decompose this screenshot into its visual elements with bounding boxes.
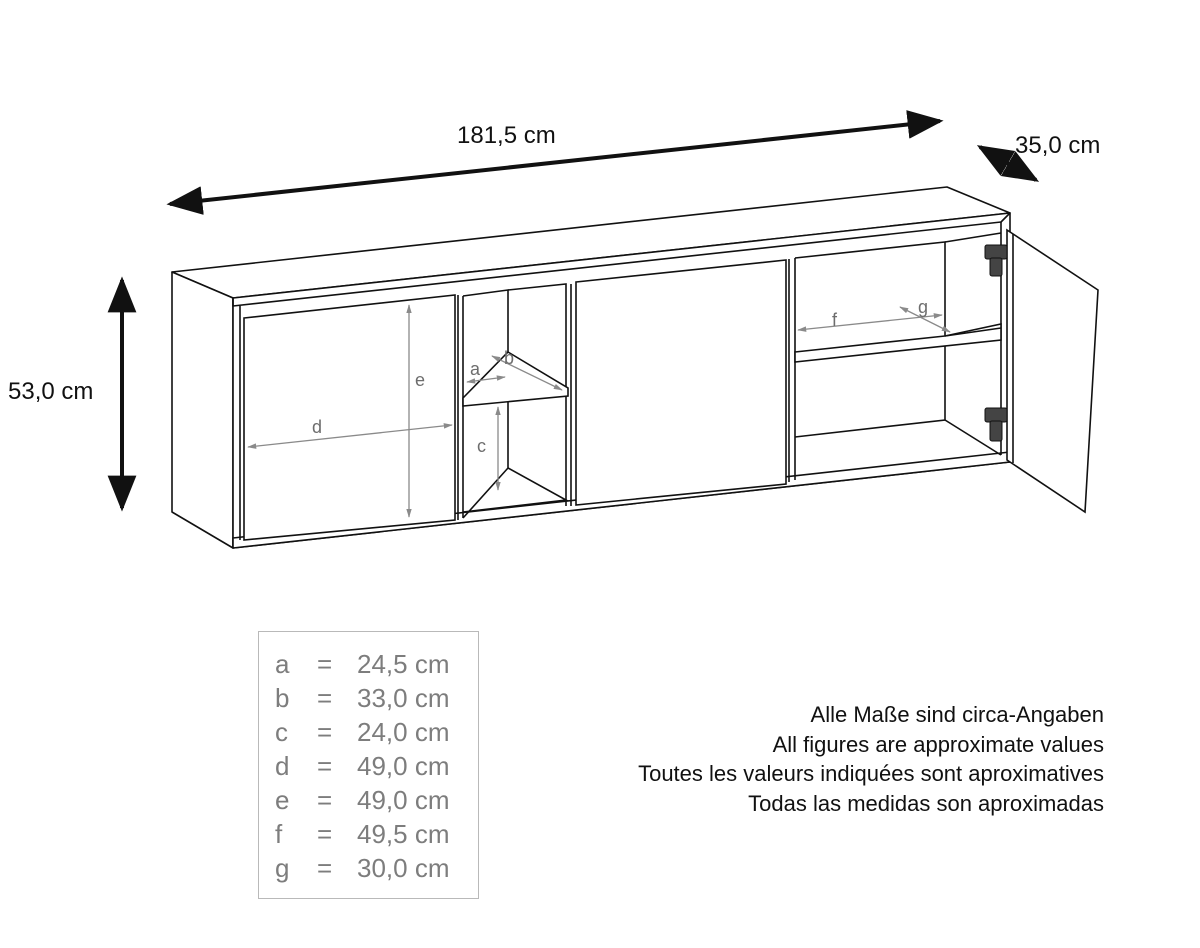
legend-key: d xyxy=(275,751,290,781)
label-f: f xyxy=(832,310,838,330)
label-a: a xyxy=(470,359,481,379)
height-label: 53,0 cm xyxy=(8,378,94,405)
legend-row xyxy=(275,784,475,816)
legend-value: 30,0 cm xyxy=(357,853,450,883)
label-g: g xyxy=(918,297,929,317)
legend-equals: = xyxy=(317,853,333,883)
legend-equals: = xyxy=(317,751,333,781)
legend-value: 49,0 cm xyxy=(357,785,450,815)
label-e: e xyxy=(415,370,426,390)
legend-equals: = xyxy=(317,683,333,713)
legend-equals: = xyxy=(317,717,333,747)
depth-label: 35,0 cm xyxy=(1015,132,1101,159)
label-d: d xyxy=(312,417,323,437)
left-door xyxy=(244,295,455,540)
legend-key: b xyxy=(275,683,290,713)
approximate-values-note xyxy=(638,700,1104,818)
legend-key: a xyxy=(275,649,290,679)
legend-value: 33,0 cm xyxy=(357,683,450,713)
note-spanish: Todas las medidas son aproximadas xyxy=(748,790,1104,816)
legend-row xyxy=(275,682,475,714)
legend-equals: = xyxy=(317,649,333,679)
dimension-legend xyxy=(258,631,479,899)
legend-key: e xyxy=(275,785,290,815)
legend-row xyxy=(275,750,475,782)
note-french: Toutes les valeurs indiquées sont aproximatives xyxy=(638,761,1104,786)
legend-equals: = xyxy=(317,785,333,815)
legend-value: 24,0 cm xyxy=(357,717,450,747)
legend-row xyxy=(275,818,475,850)
note-english: All figures are approximate values xyxy=(772,731,1104,757)
width-label: 181,5 cm xyxy=(457,122,556,149)
legend-key: g xyxy=(275,853,290,883)
legend-value: 49,5 cm xyxy=(357,819,450,849)
legend-key: f xyxy=(275,819,283,849)
label-c: c xyxy=(477,436,486,456)
legend-equals: = xyxy=(317,819,333,849)
legend-value: 24,5 cm xyxy=(357,649,450,679)
note-german: Alle Maße sind circa-Angaben xyxy=(810,702,1104,727)
legend-row xyxy=(275,648,475,680)
legend-row xyxy=(275,852,475,884)
legend-row xyxy=(275,716,475,748)
label-b: b xyxy=(504,348,515,368)
center-door xyxy=(576,260,786,505)
legend-value: 49,0 cm xyxy=(357,751,450,781)
legend-key: c xyxy=(275,717,288,747)
